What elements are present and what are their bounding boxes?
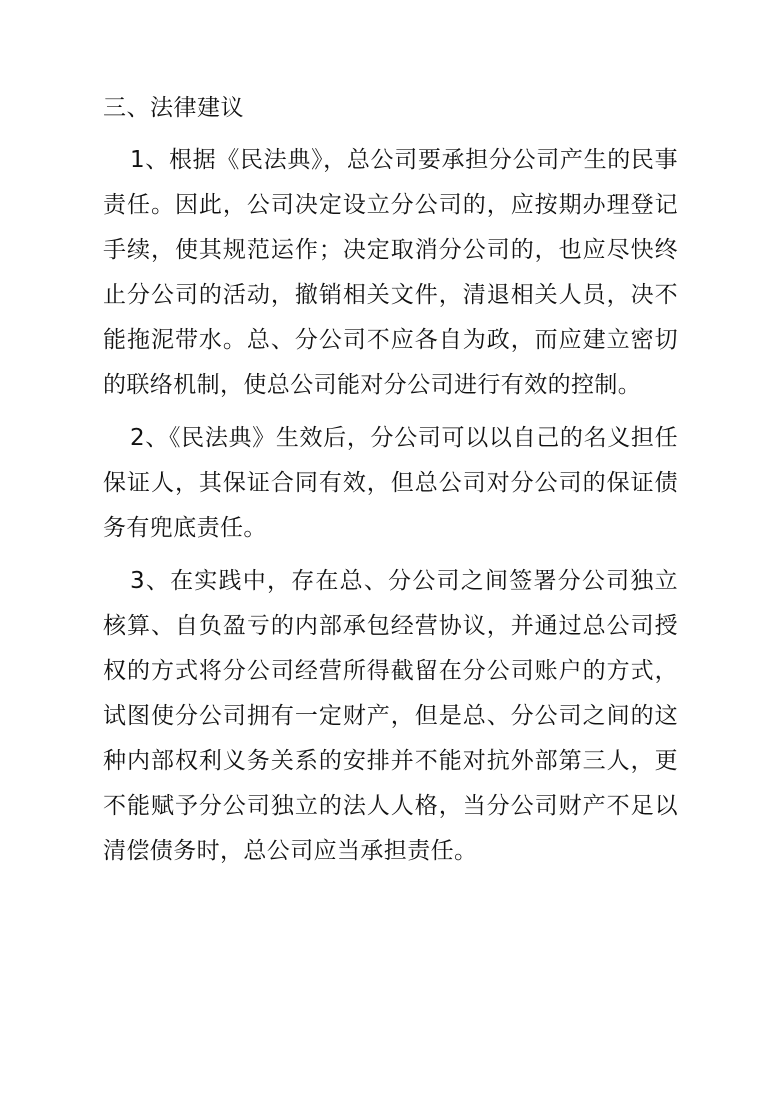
paragraph-2: 2、《民法典》生效后，分公司可以以自己的名义担任保证人，其保证合同有效，但总公司对分公司的保证债务有兜底责任。: [103, 425, 678, 541]
document-page: [103, 90, 678, 874]
section-heading: 三、法律建议: [103, 95, 244, 121]
paragraph-3: 3、在实践中，存在总、分公司之间签署分公司独立核算、自负盈亏的内部承包经营协议，并通过总公司授权的方式将分公司经营所得截留在分公司账户的方式，试图使分公司拥有一定财产，但是总、分公司之间的这种内部权利义务关系的安排并不能对抗外部第三人，更不能赋予分公司独立的法人人格，当分公司财产不足以清偿债务时，总公司应当承担责任。: [103, 568, 678, 864]
paragraph-1: 1、根据《民法典》，总公司要承担分公司产生的民事责任。因此，公司决定设立分公司的，应按期办理登记手续，使其规范运作；决定取消分公司的，也应尽快终止分公司的活动，撤销相关文件，清退相关人员，决不能拖泥带水。总、分公司不应各自为政，而应建立密切的联络机制，使总公司能对分公司进行有效的控制。: [103, 147, 678, 398]
